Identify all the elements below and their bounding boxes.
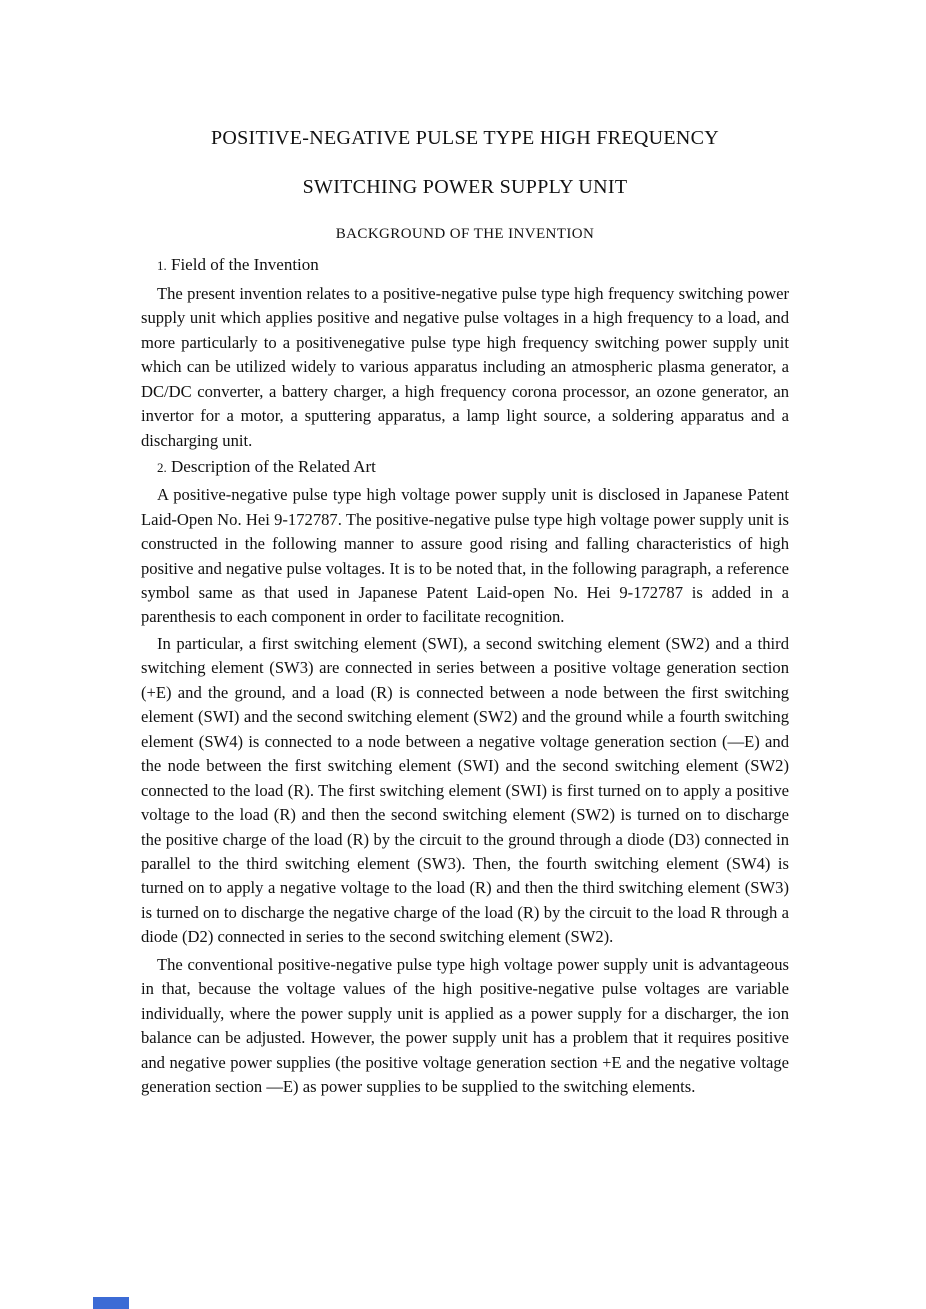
- subsection-2-number: 2.: [157, 460, 167, 476]
- document-title-line-2: SWITCHING POWER SUPPLY UNIT: [302, 176, 628, 198]
- subsection-2-title: Description of the Related Art: [171, 457, 376, 477]
- paragraph-field-of-invention: The present invention relates to a positive-negative pulse type high frequency switching power supply unit which applies positive and negative pulse voltages in a high frequency to a load, and more particularly to a positivenegative pulse type high frequency switching power supply unit which can be utilized widely to various apparatus including an atmospheric plasma generator, a DC/DC converter, a battery charger, a high frequency corona processor, an ozone generator, an invertor for a motor, a sputtering apparatus, a lamp light source, a soldering apparatus and a discharging unit.: [141, 284, 789, 450]
- paragraph-related-art-3: The conventional positive-negative pulse type high voltage power supply unit is advantageous in that, because the voltage values of the high positive-negative pulse voltages are variable individually, where the power supply unit is applied as a power supply for a discharger, the ion balance can be adjusted. However, the power supply unit has a problem that it requires positive and negative power supplies (the positive voltage generation section +E and the negative voltage generation section —E) as power supplies to be supplied to the switching elements.: [141, 954, 789, 1097]
- paragraph-related-art-1: A positive-negative pulse type high voltage power supply unit is disclosed in Japanese Patent Laid-Open No. Hei 9-172787. The positive-negative pulse type high voltage power supply unit is constructed in the following manner to assure good rising and falling characteristics of high positive and negative pulse voltages. It is to be noted that, in the following paragraph, a reference symbol same as that used in Japanese Patent Laid-open No. Hei 9-172787 is added in a parenthesis to each component in order to facilitate recognition.: [141, 485, 789, 627]
- paragraph-related-art-2: In particular, a first switching element (SWI), a second switching element (SW2) and a third switching element (SW3) are connected in series between a positive voltage generation section (+E) and the ground, and a load (R) is connected between a node between the first switching element (SWI) and the second switching element (SW2) and the ground while a fourth switching element (SW4) is connected to a node between a negative voltage generation section (—E) and the node between the first switching element (SWI) and the second switching element (SW2) connected to the load (R). The first switching element (SWI) is first turned on to apply a positive voltage to the load (R) and then the second switching element (SW2) is turned on to discharge the positive charge of the load (R) by the circuit to the ground through a diode (D3) connected in parallel to the third switching element (SW3). Then, the fourth switching element (SW4) is turned on to apply a negative voltage to the load (R) and then the third switching element (SW3) is turned on to discharge the negative charge of the load (R) by the circuit to the load R through a diode (D2) connected in series to the second switching element (SW2).: [141, 633, 789, 947]
- section-header-background: BACKGROUND OF THE INVENTION: [335, 226, 595, 242]
- subsection-1-title: Field of the Invention: [171, 255, 319, 274]
- subsection-heading-1: [141, 254, 789, 277]
- subsection-1-number: 1.: [157, 258, 167, 273]
- subsection-heading-2: [141, 456, 789, 479]
- document-page: [141, 0, 789, 1100]
- bottom-left-blue-mark: [93, 1297, 129, 1309]
- document-title-line-1: POSITIVE-NEGATIVE PULSE TYPE HIGH FREQUENCY: [210, 127, 720, 149]
